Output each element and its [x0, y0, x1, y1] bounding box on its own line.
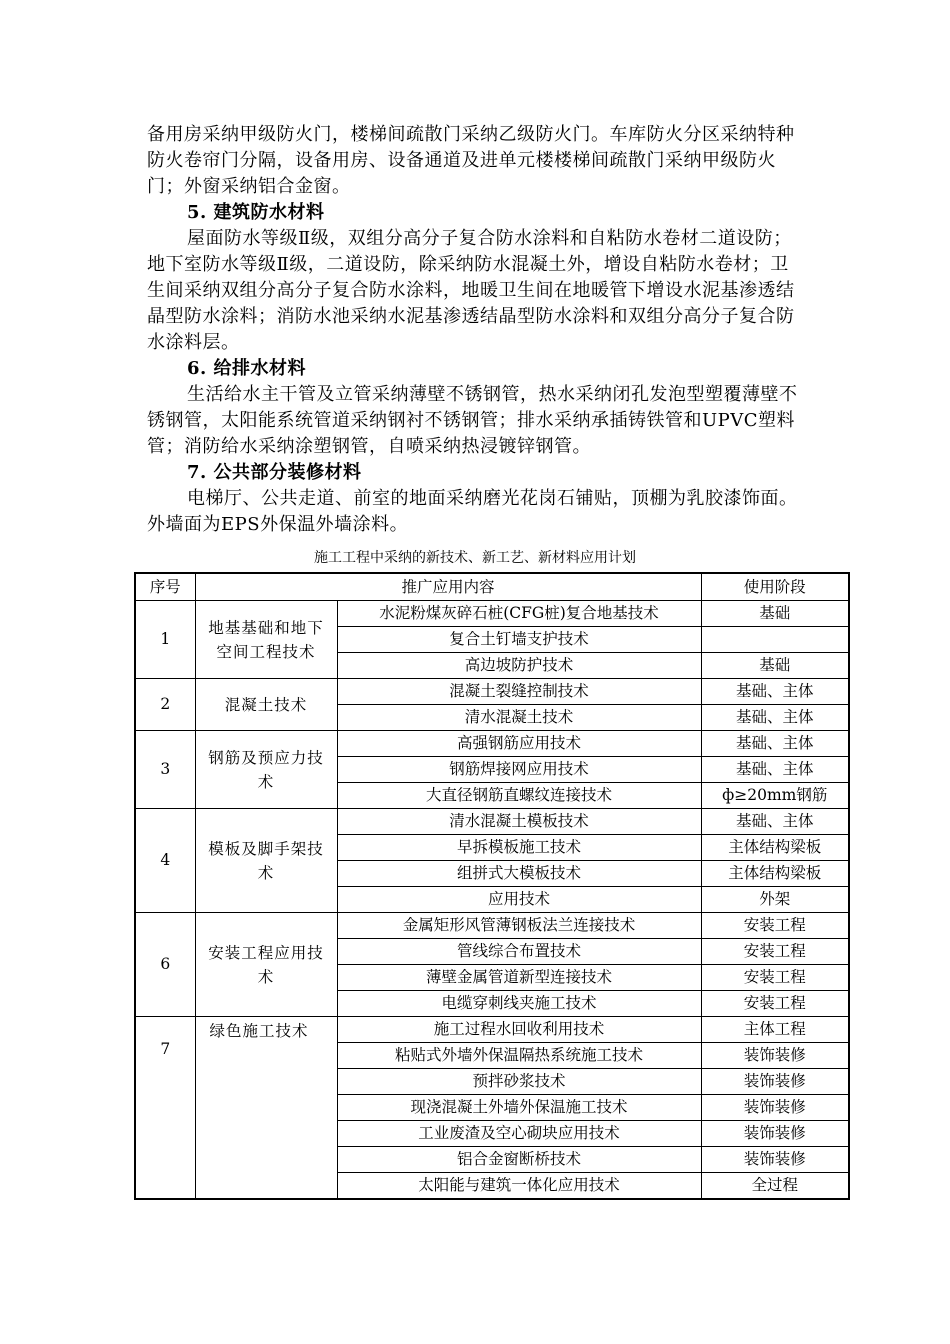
section-heading-7: 7. 公共部分装修材料 — [187, 462, 362, 483]
group-category: 钢筋及预应力技术 — [195, 731, 337, 809]
technology-plan-table — [134, 572, 850, 1200]
table-row — [135, 731, 849, 757]
table-row — [135, 913, 849, 939]
group-number: 1 — [135, 601, 195, 679]
table-row — [135, 809, 849, 835]
stage-cell: 基础、主体 — [701, 809, 849, 835]
stage-cell: ф≥20mm钢筋 — [701, 783, 849, 809]
technology-cell: 水泥粉煤灰碎石桩(CFG桩)复合地基技术 — [337, 601, 701, 627]
technology-cell: 现浇混凝土外墙外保温施工技术 — [337, 1095, 701, 1121]
technology-cell: 工业废渣及空心砌块应用技术 — [337, 1121, 701, 1147]
paragraph-continuation: 备用房采纳甲级防火门，楼梯间疏散门采纳乙级防火门。车库防火分区采纳特种防火卷帘门分隔，设备用房、设备通道及进单元楼楼梯间疏散门采纳甲级防火门；外窗采纳铝合金窗。 — [147, 124, 795, 197]
stage-cell: 基础、主体 — [701, 705, 849, 731]
header-no: 序号 — [135, 573, 195, 601]
paragraph-plumbing: 生活给水主干管及立管采纳薄壁不锈钢管，热水采纳闭孔发泡型塑覆薄壁不锈钢管，太阳能系统管道采纳钢衬不锈钢管；排水采纳承插铸铁管和UPVC塑料管；消防给水采纳涂塑钢管，自喷采纳热浸镀锌钢管。 — [147, 384, 798, 457]
table-row — [135, 1017, 849, 1043]
stage-cell: 装饰装修 — [701, 1043, 849, 1069]
stage-cell: 装饰装修 — [701, 1121, 849, 1147]
stage-cell: 基础、主体 — [701, 679, 849, 705]
section-heading-5: 5. 建筑防水材料 — [187, 202, 325, 223]
technology-cell: 早拆模板施工技术 — [337, 835, 701, 861]
stage-cell: 全过程 — [701, 1173, 849, 1200]
stage-cell: 安装工程 — [701, 991, 849, 1017]
group-number: 2 — [135, 679, 195, 731]
table-row — [135, 679, 849, 705]
stage-cell: 基础、主体 — [701, 731, 849, 757]
technology-cell: 大直径钢筋直螺纹连接技术 — [337, 783, 701, 809]
stage-cell: 安装工程 — [701, 939, 849, 965]
table-header-row — [135, 573, 849, 601]
stage-cell: 主体工程 — [701, 1017, 849, 1043]
technology-cell: 清水混凝土技术 — [337, 705, 701, 731]
stage-cell: 基础 — [701, 601, 849, 627]
group-number: 4 — [135, 809, 195, 913]
stage-cell: 主体结构梁板 — [701, 835, 849, 861]
technology-cell: 高强钢筋应用技术 — [337, 731, 701, 757]
stage-cell: 装饰装修 — [701, 1147, 849, 1173]
technology-cell: 金属矩形风管薄钢板法兰连接技术 — [337, 913, 701, 939]
technology-cell: 混凝土裂缝控制技术 — [337, 679, 701, 705]
stage-cell: 主体结构梁板 — [701, 861, 849, 887]
technology-cell: 钢筋焊接网应用技术 — [337, 757, 701, 783]
technology-cell: 高边坡防护技术 — [337, 653, 701, 679]
table-row — [135, 601, 849, 627]
group-category: 绿色施工技术 — [195, 1017, 337, 1200]
group-number: 7 — [135, 1017, 195, 1200]
group-category: 模板及脚手架技术 — [195, 809, 337, 913]
paragraph-decoration: 电梯厅、公共走道、前室的地面采纳磨光花岗石铺贴，顶棚为乳胶漆饰面。外墙面为EPS外保温外墙涂料。 — [147, 488, 798, 535]
stage-cell: 基础、主体 — [701, 757, 849, 783]
technology-cell: 管线综合布置技术 — [337, 939, 701, 965]
technology-cell: 粘贴式外墙外保温隔热系统施工技术 — [337, 1043, 701, 1069]
stage-cell — [701, 627, 849, 653]
stage-cell: 外架 — [701, 887, 849, 913]
header-content: 推广应用内容 — [195, 573, 701, 601]
stage-cell: 安装工程 — [701, 913, 849, 939]
group-category: 安装工程应用技术 — [195, 913, 337, 1017]
stage-cell: 安装工程 — [701, 965, 849, 991]
technology-cell: 应用技术 — [337, 887, 701, 913]
technology-cell: 薄壁金属管道新型连接技术 — [337, 965, 701, 991]
group-number: 6 — [135, 913, 195, 1017]
table-caption: 施工工程中采纳的新技术、新工艺、新材料应用计划 — [314, 550, 636, 566]
group-category: 混凝土技术 — [195, 679, 337, 731]
technology-cell: 复合土钉墙支护技术 — [337, 627, 701, 653]
technology-cell: 施工过程水回收利用技术 — [337, 1017, 701, 1043]
paragraph-waterproofing: 屋面防水等级Ⅱ级，双组分高分子复合防水涂料和自粘防水卷材二道设防；地下室防水等级Ⅱ级，二道设防，除采纳防水混凝土外，增设自粘防水卷材；卫生间采纳双组分高分子复合防水涂料，地暖卫生间在地暖管下增设水泥基渗透结晶型防水涂料；消防水池采纳水泥基渗透结晶型防水涂料和双组分高分子复合防水涂料层。 — [147, 228, 795, 353]
technology-cell: 清水混凝土模板技术 — [337, 809, 701, 835]
technology-cell: 预拌砂浆技术 — [337, 1069, 701, 1095]
group-category: 地基基础和地下空间工程技术 — [195, 601, 337, 679]
stage-cell: 装饰装修 — [701, 1095, 849, 1121]
stage-cell: 基础 — [701, 653, 849, 679]
technology-cell: 太阳能与建筑一体化应用技术 — [337, 1173, 701, 1200]
document-body — [147, 122, 807, 538]
technology-cell: 铝合金窗断桥技术 — [337, 1147, 701, 1173]
technology-cell: 组拼式大模板技术 — [337, 861, 701, 887]
header-stage: 使用阶段 — [701, 573, 849, 601]
section-heading-6: 6. 给排水材料 — [187, 358, 307, 379]
group-number: 3 — [135, 731, 195, 809]
technology-cell: 电缆穿刺线夹施工技术 — [337, 991, 701, 1017]
stage-cell: 装饰装修 — [701, 1069, 849, 1095]
